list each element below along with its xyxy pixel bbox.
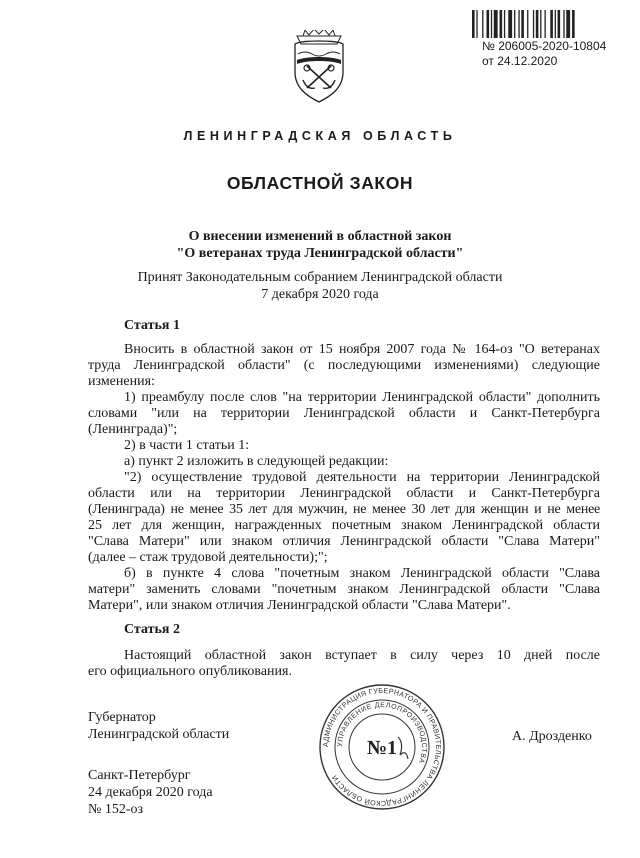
article-2-line: его официального опубликования. [88, 664, 292, 679]
signatory-title-line: Ленинградской области [88, 727, 230, 742]
law-subject-line: О внесении изменений в областной закон [188, 229, 452, 244]
signatory-title-line: Губернатор [88, 710, 156, 725]
article-1-quote-line: (далее – стаж трудовой деятельности);"; [88, 550, 328, 565]
footer-block [88, 767, 213, 818]
article-1-item-2: 2) в части 1 статьи 1: [124, 438, 250, 453]
barcode [472, 10, 606, 38]
article-1-quote-line: "Слава Матери" или знаком отличия Ленинградской области "Слава Матери" [88, 534, 600, 549]
law-type-title: ОБЛАСТНОЙ ЗАКОН [226, 173, 414, 193]
article-1-item-1-line: 1) преамбулу после слов "на территории Ленинградской области" дополнить [124, 390, 600, 405]
coat-of-arms-emblem [287, 30, 351, 104]
article-1-quote-line: 25 лет для женщин, награжденных почетным знаком Ленинградской области [88, 518, 600, 533]
article-1-item-2b-line: б) в пункте 4 слова "почетным знаком Ленинградской области "Слава [124, 566, 600, 581]
law-subject [0, 228, 640, 262]
registration-date: от 24.12.2020 [482, 54, 558, 68]
stamp-inner-text: УПРАВЛЕНИЕ ДЕЛОПРОИЗВОДСТВА [336, 701, 428, 765]
article-1-intro-line: Вносить в областной закон от 15 ноября 2007 года № 164-оз "О ветеранах [124, 342, 600, 357]
article-1-quote-line: области или на территории Ленинградской области и Санкт-Петербурга [88, 486, 600, 501]
article-1-heading: Статья 1 [124, 318, 180, 333]
footer-number: № 152-оз [88, 802, 144, 817]
article-1-item-1-line: (Ленинграда)"; [88, 422, 178, 437]
article-1-item-2b-line: Матери", или знаком отличия Ленинградской области "Слава Матери". [88, 598, 511, 613]
article-1-quote-line: (Ленинграда) не менее 35 лет для мужчин, не менее 30 лет для женщин и не менее [88, 502, 600, 517]
article-1-item-1-line: словами "или на территории Ленинградской области и Санкт-Петербурга [88, 406, 600, 421]
footer-date: 24 декабря 2020 года [88, 785, 213, 800]
official-stamp [318, 683, 446, 811]
stamp-outer-text: АДМИНИСТРАЦИЯ ГУБЕРНАТОРА И ПРАВИТЕЛЬСТВА ЛЕНИНГРАДСКОЙ ОБЛАСТИ [320, 685, 444, 809]
signatory-title [88, 709, 229, 743]
adoption-note [0, 269, 640, 303]
article-1-quote-line: "2) осуществление трудовой деятельности на территории Ленинградской [124, 470, 600, 485]
stamp-number: №1 [366, 737, 398, 759]
article-1-intro-line: изменения: [88, 374, 155, 389]
footer-city: Санкт-Петербург [88, 768, 191, 783]
article-2-heading: Статья 2 [124, 622, 180, 637]
article-1-intro-line: труда Ленинградской области" (с последующими изменениями) следующие [88, 358, 600, 373]
adoption-date: 7 декабря 2020 года [261, 287, 379, 302]
adoption-line: Принят Законодательным собранием Ленинградской области [137, 270, 503, 285]
article-1-item-2b-line: матери" заменить словами "почетным знаком Ленинградской области "Слава [88, 582, 600, 597]
registration-info [482, 39, 606, 69]
article-2-line: Настоящий областной закон вступает в силу через 10 дней после [124, 648, 600, 663]
article-1-item-2a: а) пункт 2 изложить в следующей редакции: [124, 454, 389, 469]
region-heading: ЛЕНИНГРАДСКАЯ ОБЛАСТЬ [183, 129, 457, 143]
law-subject-line: "О ветеранах труда Ленинградской области" [176, 246, 464, 261]
signatory-name: А. Дрозденко [512, 729, 592, 744]
registration-number: № 206005-2020-10804 [482, 39, 607, 53]
